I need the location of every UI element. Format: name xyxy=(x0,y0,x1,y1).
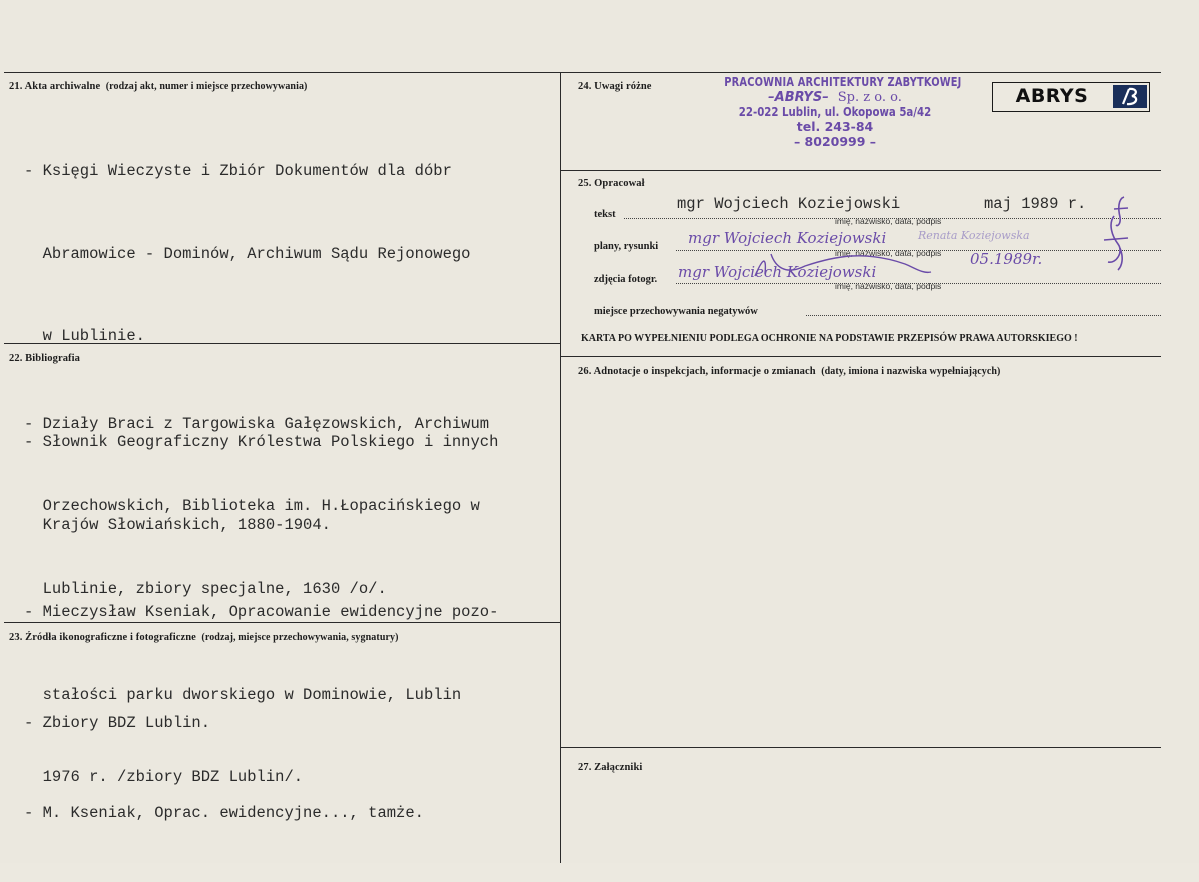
negatywy-dotted-line xyxy=(806,315,1161,316)
section-24-label: 24. Uwagi różne xyxy=(578,81,652,92)
text-line: w Lublinie. xyxy=(24,327,145,345)
plany-label: plany, rysunki xyxy=(594,241,659,252)
copyright-warning: KARTA PO WYPEŁNIENIU PODLEGA OCHRONIE NA PODSTAWIE PRZEPISÓW PRAWA AUTORSKIEGO ! xyxy=(581,333,1078,344)
text-line: Orzechowskich, Biblioteka im. H.Łopacińskiego w xyxy=(24,497,480,515)
rule-24-25 xyxy=(560,170,1161,171)
center-divider xyxy=(560,72,561,863)
rule-25-26 xyxy=(560,356,1161,357)
stamp-line: – 8020999 – xyxy=(793,134,877,149)
signature-2-icon xyxy=(1098,214,1134,277)
section-27-label: 27. Załączniki xyxy=(578,762,643,773)
text-line: - M. Kseniak, Oprac. ewidencyjne..., tamże. xyxy=(24,803,424,822)
text-line: 1976 r. /zbiory BDZ Lublin/. xyxy=(24,768,304,786)
negatywy-label: miejsce przechowywania negatywów xyxy=(594,306,758,317)
stamp-line: 22-022 Lublin, ul. Okopowa 5a/42 xyxy=(738,105,932,119)
section-26-hint: (daty, imiona i nazwiska wypełniających) xyxy=(821,366,1001,377)
tekst-caption: imię, nazwisko, data, podpis xyxy=(835,216,942,226)
section-25-label: 25. Opracował xyxy=(578,178,645,189)
section-21-hint: (rodzaj akt, numer i miejsce przechowywania) xyxy=(105,81,308,92)
text-line: stałości parku dworskiego w Dominowie, Lublin xyxy=(24,685,462,704)
plany-value: mgr Wojciech Koziejowski xyxy=(688,229,887,247)
company-stamp xyxy=(700,75,970,149)
logo-text: ABRYS xyxy=(1015,85,1089,107)
stamp-brand: –ABRYS– xyxy=(768,90,829,105)
text-line: Abramowice - Dominów, Archiwum Sądu Rejonowego xyxy=(24,244,471,263)
section-26-label xyxy=(578,366,1000,377)
section-23-hint: (rodzaj, miejsce przechowywania, sygnatury) xyxy=(201,632,399,643)
stamp-suffix: Sp. z o. o. xyxy=(837,90,902,105)
text-line: - Księgi Wieczyste i Zbiór Dokumentów dla dóbr xyxy=(24,162,452,180)
section-22-label: 22. Bibliografia xyxy=(9,353,81,364)
text-line: Lublinie, zbiory specjalne, 1630 /o/. xyxy=(24,579,387,598)
signature-3-icon xyxy=(745,246,945,287)
abrys-logo xyxy=(992,82,1150,112)
section-21-title: 21. Akta archiwalne xyxy=(9,81,101,92)
text-line: - Działy Braci z Targowiska Gałęzowskich, Archiwum xyxy=(24,414,490,433)
text-line: Krajów Słowiańskich, 1880-1904. xyxy=(24,515,331,534)
section-21-label xyxy=(9,81,308,92)
stamp-line: PRACOWNIA ARCHITEKTURY ZABYTKOWEJ xyxy=(724,75,962,89)
section-23-title: 23. Źródła ikonograficzne i fotograficzne xyxy=(9,632,196,643)
zdjecia-value: mgr Wojciech Koziejowski xyxy=(678,263,877,281)
top-rule xyxy=(4,72,1161,73)
section-26-title: 26. Adnotacje o inspekcjach, informacje o zmianach xyxy=(578,366,816,377)
text-line: - Zbiory BDZ Lublin. xyxy=(24,714,211,732)
stamp-line xyxy=(700,90,970,105)
stamp-line: tel. 243-84 xyxy=(796,119,874,134)
zdjecia-label: zdjęcia fotogr. xyxy=(594,274,658,285)
tekst-label: tekst xyxy=(594,209,616,220)
zdjecia-caption: imię, nazwisko, data, podpis xyxy=(835,281,942,291)
zdjecia-date: 05.1989r. xyxy=(970,250,1043,268)
rule-26-27 xyxy=(560,747,1161,748)
text-line: - Słownik Geograficzny Królestwa Polskiego i innych xyxy=(24,433,499,451)
plany-caption: imię, nazwisko, data, podpis xyxy=(835,248,942,258)
section-23-label xyxy=(9,632,399,643)
tekst-date: maj 1989 r. xyxy=(984,195,1087,213)
tekst-value: mgr Wojciech Koziejowski xyxy=(677,195,901,213)
logo-mark-icon xyxy=(1113,85,1147,108)
text-line: - Mieczysław Kseniak, Opracowanie ewidencyjne pozo- xyxy=(24,603,499,621)
plany-faint-stamp: Renata Koziejowska xyxy=(918,229,1030,242)
section-23-text xyxy=(24,655,424,882)
